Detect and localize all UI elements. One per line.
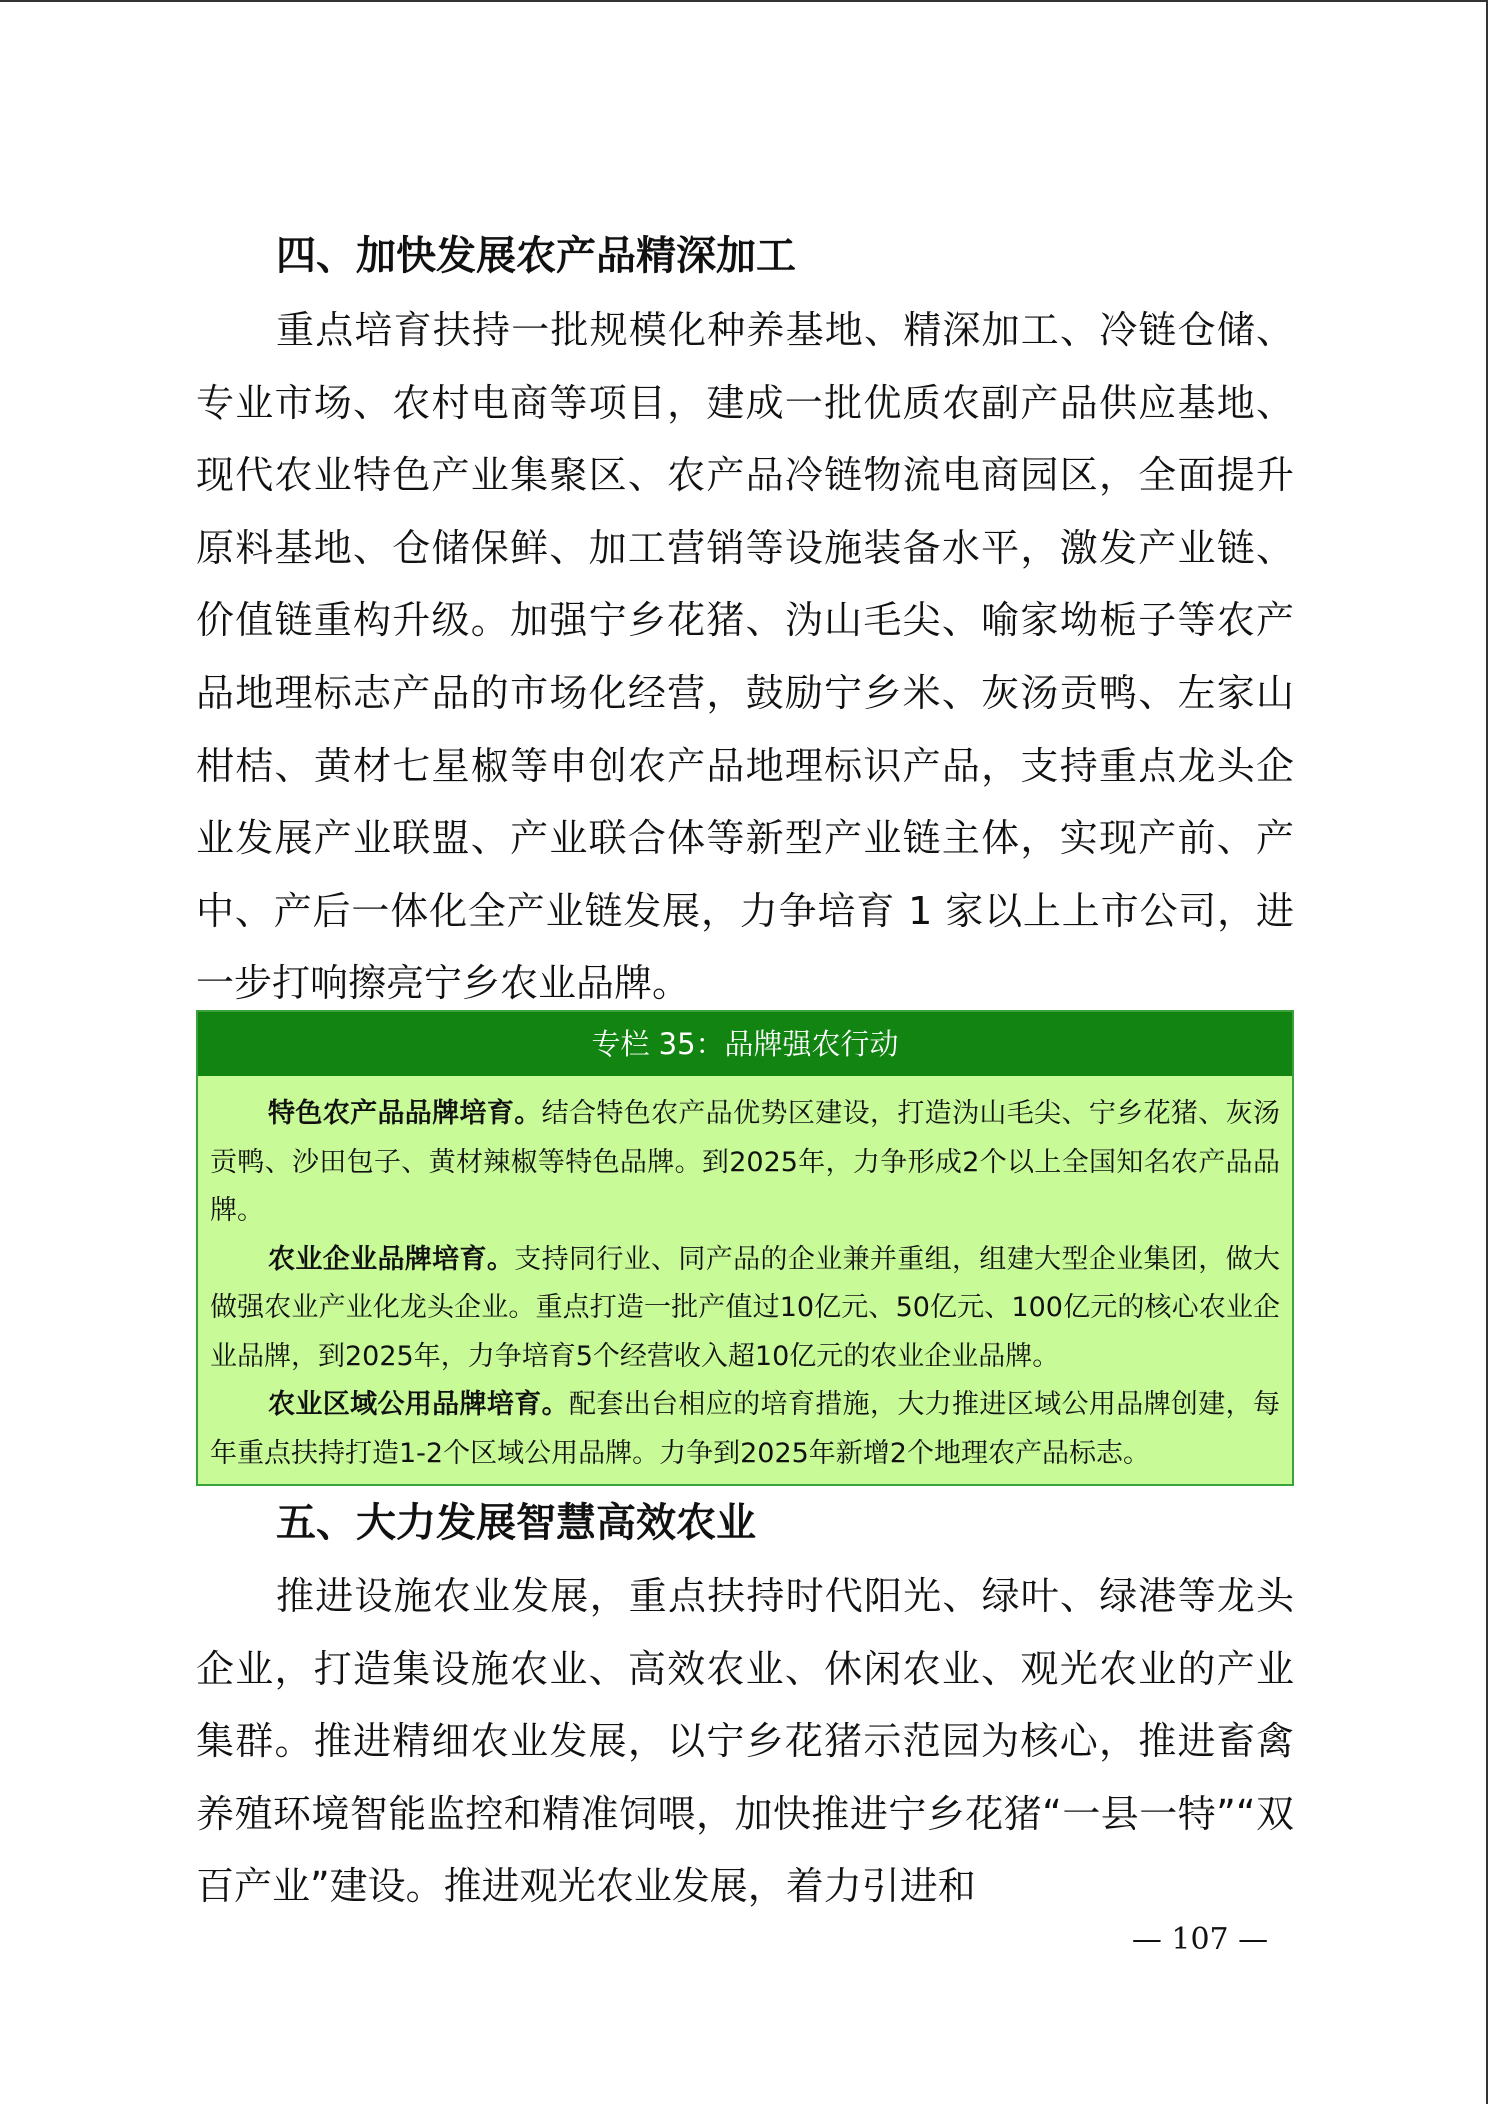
page-number: — 107 — <box>1131 1922 1269 1957</box>
section-4-heading: 四、加快发展农产品精深加工 <box>276 233 796 279</box>
section-5-heading: 五、大力发展智慧高效农业 <box>276 1500 756 1546</box>
feature-item <box>210 1090 1280 1236</box>
page-top-border <box>0 0 1488 2</box>
feature-box-title: 专栏 35：品牌强农行动 <box>198 1012 1292 1076</box>
feature-item-text: 配套出台相应的培育措施，大力推进区域公用品牌创建，每年重点扶持打造1-2个区域公用品牌。力争到2025年新增2个地理农产品标志。 <box>210 1389 1281 1469</box>
section-5-paragraph: 推进设施农业发展，重点扶持时代阳光、绿叶、绿港等龙头企业，打造集设施农业、高效农业、休闲农业、观光农业的产业集群。推进精细农业发展，以宁乡花猪示范园为核心，推进畜禽养殖环境智能监控和精准饲喂，加快推进宁乡花猪“一县一特”“双百产业”建设。推进观光农业发展，着力引进和 <box>196 1574 1294 1909</box>
feature-item-lead: 农业区域公用品牌培育。 <box>268 1389 569 1420</box>
feature-item-lead: 农业企业品牌培育。 <box>268 1243 515 1275</box>
section-4-paragraph: 重点培育扶持一批规模化种养基地、精深加工、冷链仓储、专业市场、农村电商等项目，建成一批优质农副产品供应基地、现代农业特色产业集聚区、农产品冷链物流电商园区，全面提升原料基地、仓储保鲜、加工营销等设施装备水平，激发产业链、价值链重构升级。加强宁乡花猪、沩山毛尖、喻家坳栀子等农产品地理标志产品的市场化经营，鼓励宁乡米、灰汤贡鸭、左家山柑桔、黄材七星椒等申创农产品地理标识产品，支持重点龙头企业发展产业联盟、产业联合体等新型产业链主体，实现产前、产中、产后一体化全产业链发展，力争培育 1 家以上上市公司，进一步打响擦亮宁乡农业品牌。 <box>196 308 1294 1006</box>
feature-item-text: 支持同行业、同产品的企业兼并重组，组建大型企业集团，做大做强农业产业化龙头企业。重点打造一批产值过10亿元、50亿元、100亿元的核心农业企业品牌，到2025年，力争培育5个经营收入超10亿元的农业企业品牌。 <box>210 1243 1280 1372</box>
feature-item <box>210 1381 1280 1478</box>
feature-item-lead: 特色农产品品牌培育。 <box>268 1098 542 1129</box>
feature-item-text: 结合特色农产品优势区建设，打造沩山毛尖、宁乡花猪、灰汤贡鸭、沙田包子、黄材辣椒等特色品牌。到2025年，力争形成2个以上全国知名农产品品牌。 <box>210 1098 1281 1226</box>
feature-box-body <box>198 1076 1292 1484</box>
feature-box <box>196 1010 1294 1486</box>
feature-item <box>210 1236 1280 1382</box>
